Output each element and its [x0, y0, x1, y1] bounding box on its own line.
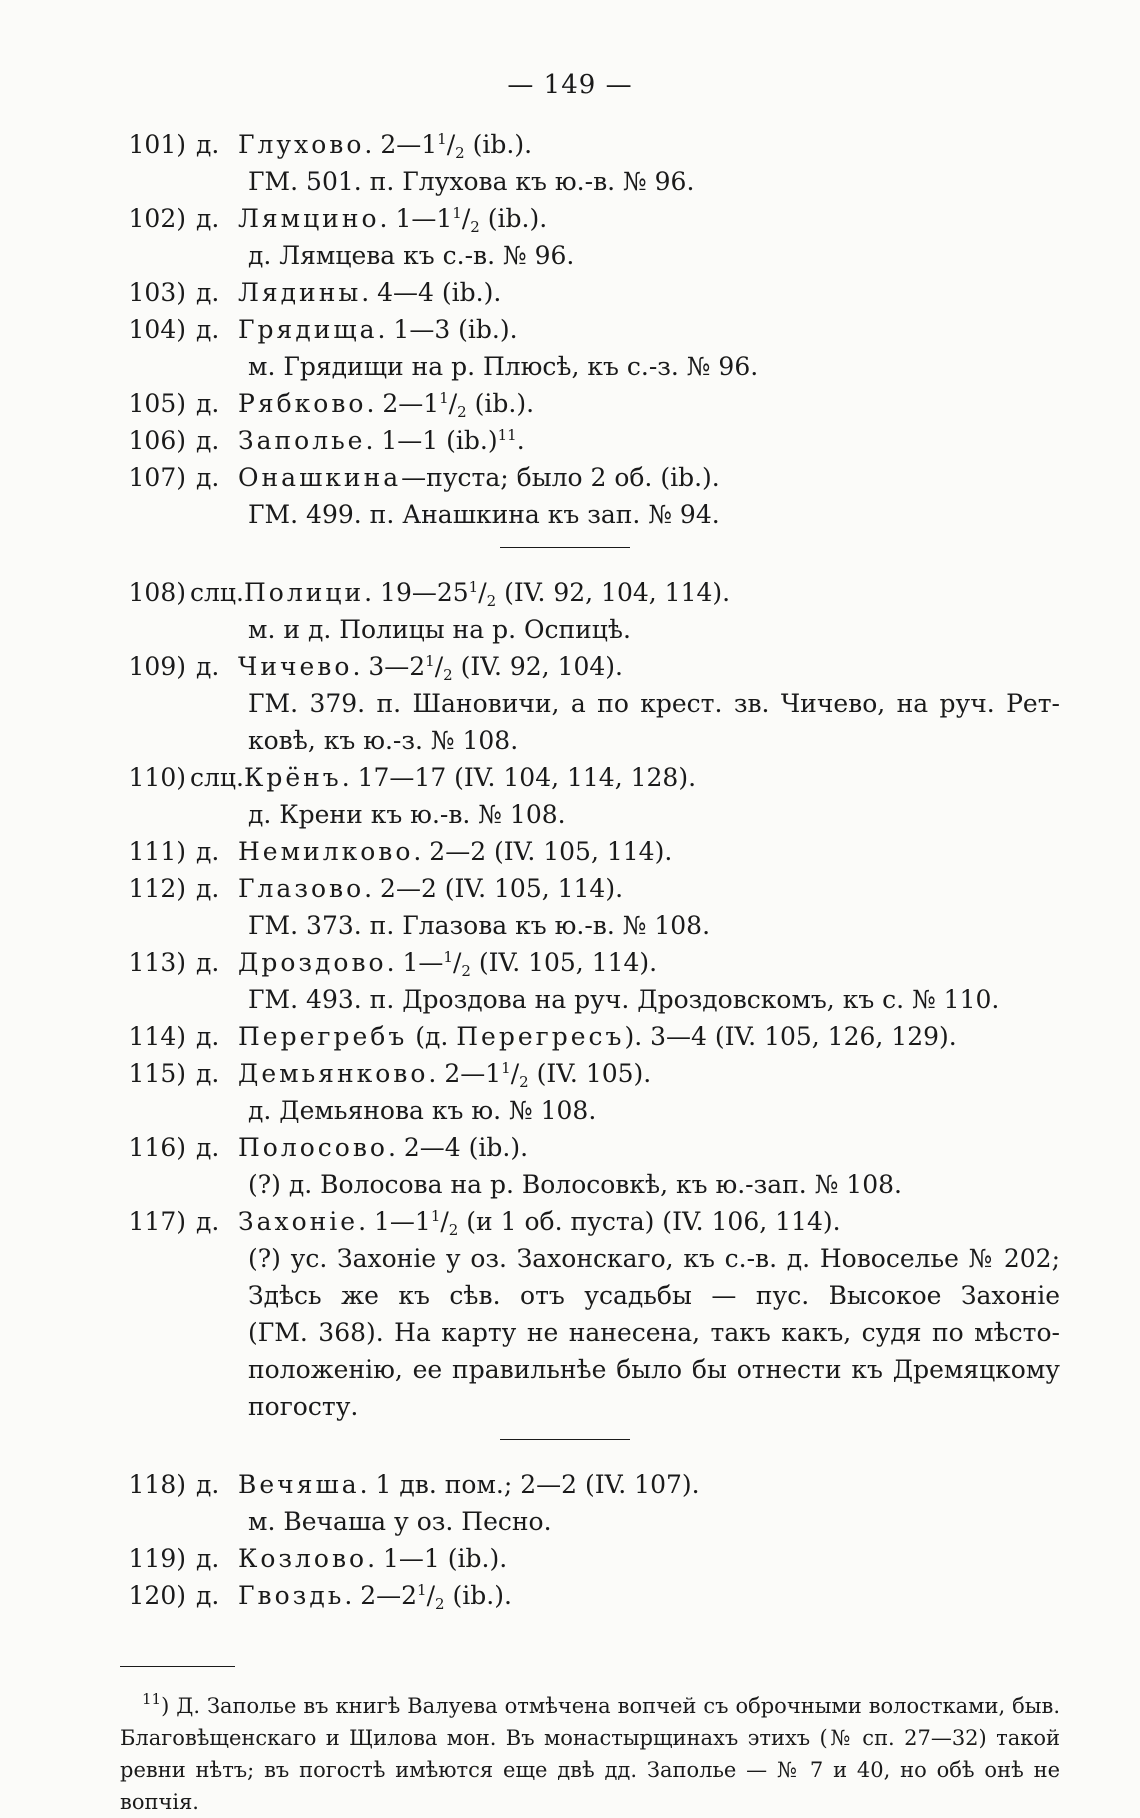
fraction-numerator: 1	[430, 1207, 441, 1225]
entry-data: (д.	[407, 1022, 457, 1051]
entry-data: . 2—4 (ib.).	[387, 1133, 529, 1162]
entry-line	[120, 1055, 1060, 1092]
entry	[120, 1018, 1060, 1055]
entry-name: Дроздово	[238, 948, 387, 977]
entry-note: (?) ус. Захоніе у оз. Захонскаго, къ с.-в. д. Новоселье № 202;	[248, 1244, 1060, 1273]
entry-number: 103)	[128, 278, 186, 307]
entry	[120, 833, 1060, 870]
entry-kind: д.	[196, 463, 220, 492]
entry-note: м. Вечаша у оз. Песно.	[248, 1507, 552, 1536]
entry-title	[244, 763, 696, 792]
fraction-slash: /	[448, 389, 458, 418]
entry-title	[238, 278, 501, 307]
entry-number: 101)	[128, 130, 186, 159]
entry-name: Заполье	[238, 426, 366, 455]
entry-title	[238, 1581, 512, 1613]
entry-number: 106)	[128, 426, 186, 455]
entry-title	[244, 578, 731, 610]
entry-title	[238, 948, 658, 980]
entry-kind: д.	[196, 1133, 220, 1162]
entry-line	[120, 311, 1060, 348]
entry-title	[238, 652, 623, 684]
entry-kind: д.	[196, 948, 220, 977]
entry-kind: д.	[196, 389, 220, 418]
entry-number: 111)	[128, 837, 186, 866]
fraction-slash: /	[461, 204, 471, 233]
entry	[120, 1466, 1060, 1540]
entry-line	[120, 759, 1060, 796]
entry	[120, 422, 1060, 459]
entry-data: . 1—1 (ib.)	[365, 426, 498, 455]
entry-note: (?) д. Волосова на р. Волосовкѣ, къ ю.-зап. № 108.	[248, 1170, 902, 1199]
entry	[120, 1055, 1060, 1129]
entry-kind: д.	[196, 1470, 220, 1499]
entry	[120, 1540, 1060, 1577]
entry-data: . 19—25	[364, 578, 469, 607]
entry-name: Демьянково	[238, 1059, 429, 1088]
entry-number: 115)	[128, 1059, 186, 1088]
entry-data: . 17—17 (IV. 104, 114, 128).	[341, 763, 697, 792]
fraction-denominator: 2	[486, 592, 497, 610]
fraction-slash: /	[510, 1059, 520, 1088]
footnote-line: вопчія.	[120, 1790, 199, 1814]
entry-number: 107)	[128, 463, 186, 492]
entry-note: д. Лямцева къ с.-в. № 96.	[248, 241, 575, 270]
entry-note: погосту.	[248, 1392, 359, 1421]
entry-tail: (и 1 об. пуста) (IV. 106, 114).	[458, 1207, 841, 1236]
entry	[120, 648, 1060, 759]
fraction-slash: /	[478, 578, 487, 607]
entry-data: . 1—1	[358, 1207, 431, 1236]
entry	[120, 1129, 1060, 1203]
entry-data: . 2—2 (IV. 105, 114).	[413, 837, 673, 866]
entry-note: ГМ. 499. п. Анашкина къ зап. № 94.	[248, 500, 720, 529]
entry-list	[120, 126, 1060, 1614]
entry-kind: слц.	[190, 578, 244, 607]
entry-name: Лямцино	[238, 204, 380, 233]
entry-note: ГМ. 501. п. Глухова къ ю.-в. № 96.	[248, 167, 695, 196]
entry-title	[238, 426, 525, 455]
fraction-numerator: 1	[443, 948, 453, 966]
entry-line	[120, 385, 1060, 422]
entry	[120, 870, 1060, 944]
fraction	[439, 389, 467, 421]
entry-number: 109)	[128, 652, 186, 681]
entry	[120, 1577, 1060, 1614]
fraction	[425, 652, 453, 684]
entry-data: . 1—1 (ib.).	[367, 1544, 508, 1573]
entry	[120, 200, 1060, 274]
fraction-denominator: 2	[443, 666, 453, 684]
section-divider	[500, 547, 630, 548]
entry-title	[238, 463, 720, 492]
entry-data: . 2—1	[366, 389, 440, 418]
entry-title	[238, 874, 623, 903]
entry-line	[120, 274, 1060, 311]
entry-kind: д.	[196, 278, 220, 307]
entry-number: 113)	[128, 948, 186, 977]
entry-number: 110)	[128, 763, 186, 792]
entry-note: м. Грядищи на р. Плюсѣ, къ с.-з. № 96.	[248, 352, 759, 381]
entry	[120, 274, 1060, 311]
entry-tail: (IV. 92, 104).	[452, 652, 623, 681]
fraction-numerator: 1	[468, 578, 479, 596]
entry-line	[120, 1577, 1060, 1614]
entry-alt-name: Перегресъ	[456, 1022, 625, 1051]
entry-title	[238, 1133, 528, 1162]
entry-tail: (IV. 92, 104, 114).	[496, 578, 731, 607]
entry-title	[238, 1022, 957, 1051]
entry-tail: .	[516, 426, 525, 455]
fraction-numerator: 1	[425, 652, 435, 670]
entry-name: Чичево	[238, 652, 353, 681]
entry	[120, 944, 1060, 1018]
entry-line	[120, 1129, 1060, 1166]
entry-title	[238, 1207, 841, 1239]
fraction	[430, 1207, 459, 1239]
entry-kind: д.	[196, 426, 220, 455]
entry-name: Немилково	[238, 837, 414, 866]
entry-tail: (ib.).	[466, 389, 535, 418]
entry-title	[238, 389, 535, 421]
entry-name: Грядища	[238, 315, 378, 344]
entry-name: Крёнъ	[244, 763, 342, 792]
entry-kind: д.	[196, 130, 220, 159]
entry-name: Глухово	[238, 130, 365, 159]
entry-number: 108)	[128, 578, 186, 607]
entry-name: Захоніе	[238, 1207, 359, 1236]
entry-tail: (ib.).	[479, 204, 548, 233]
fraction-denominator: 2	[448, 1221, 459, 1239]
entry-name: Вечяша	[238, 1470, 360, 1499]
fraction	[417, 1581, 445, 1613]
footnote-line: Благовѣщенскаго и Щилова мон. Въ монастырщинахъ этихъ (№ сп. 27—32) такой	[120, 1726, 1060, 1750]
entry-line	[120, 833, 1060, 870]
entry-name: Глазово	[238, 874, 365, 903]
entry-line	[120, 126, 1060, 163]
entry	[120, 311, 1060, 385]
entry-data: . 2—1	[428, 1059, 502, 1088]
section-divider	[500, 1439, 630, 1440]
entry-title	[238, 1544, 507, 1573]
entry-title	[238, 837, 672, 866]
entry	[120, 574, 1060, 648]
fraction-slash: /	[426, 1581, 436, 1610]
entry-line	[120, 944, 1060, 981]
fraction-denominator: 2	[455, 144, 465, 162]
entry-note: д. Демьянова къ ю. № 108.	[248, 1096, 597, 1125]
entry-title	[238, 1059, 652, 1091]
entry-data: . 4—4 (ib.).	[361, 278, 502, 307]
entry-number: 102)	[128, 204, 186, 233]
footnote-divider	[120, 1666, 235, 1667]
fraction-slash: /	[434, 652, 444, 681]
entry-line	[120, 1203, 1060, 1240]
entry-tail: ). 3—4 (IV. 105, 126, 129).	[624, 1022, 957, 1051]
entry-note: Здѣсь же къ сѣв. отъ усадьбы — пус. Высокое Захоніе	[248, 1281, 1060, 1310]
entry-number: 112)	[128, 874, 186, 903]
entry-note: ГМ. 373. п. Глазова къ ю.-в. № 108.	[248, 911, 711, 940]
entry-title	[238, 1470, 700, 1499]
footnote	[120, 1690, 1060, 1818]
entry-line	[120, 200, 1060, 237]
entry-kind: слц.	[190, 763, 244, 792]
entry-number: 117)	[128, 1207, 186, 1236]
entry-note: м. и д. Полицы на р. Оспицѣ.	[248, 615, 631, 644]
entry-name: Гвоздь	[238, 1581, 345, 1610]
fraction-slash: /	[452, 948, 462, 977]
fraction	[437, 130, 465, 162]
entry-line	[120, 1466, 1060, 1503]
entry-line	[120, 459, 1060, 496]
entry-tail: (ib.).	[464, 130, 533, 159]
entry-data: . 2—1	[364, 130, 438, 159]
entry-name: Лядины	[238, 278, 362, 307]
entry-data: . 3—2	[352, 652, 426, 681]
entry-number: 116)	[128, 1133, 186, 1162]
entry-line	[120, 1018, 1060, 1055]
entry-line	[120, 870, 1060, 907]
entry-number: 118)	[128, 1470, 186, 1499]
entry-note: ГМ. 379. п. Шановичи, а по крест. зв. Чичево, на руч. Рет-	[248, 689, 1060, 718]
entry-line	[120, 1540, 1060, 1577]
entry-note: положенію, ее правильнѣе было бы отнести къ Дремяцкому	[248, 1355, 1060, 1384]
footnote-mark: 11	[142, 1690, 162, 1708]
entry-number: 114)	[128, 1022, 186, 1051]
entry-title	[238, 130, 533, 162]
entry-tail: (IV. 105).	[528, 1059, 652, 1088]
entry-data: . 1 дв. пом.; 2—2 (IV. 107).	[359, 1470, 700, 1499]
entry-data: . 1—	[386, 948, 444, 977]
entry-tail: (IV. 105, 114).	[470, 948, 658, 977]
entry-line	[120, 422, 1060, 459]
fraction-denominator: 2	[519, 1073, 529, 1091]
footnote-line: $^{11}$) Д. Заполье въ книгѣ Валуева отмѣчена вопчей съ оброчными волостками, быв.	[142, 1690, 1060, 1718]
fraction-numerator: 1	[452, 204, 462, 222]
entry-data: . 1—3 (ib.).	[377, 315, 518, 344]
fraction-numerator: 1	[439, 389, 449, 407]
entry-data: . 2—2	[344, 1581, 418, 1610]
entry-tail: (ib.).	[444, 1581, 512, 1610]
entry-name: Козлово	[238, 1544, 368, 1573]
entry-name: Онашкина	[238, 463, 402, 492]
fraction	[501, 1059, 529, 1091]
entry-note: д. Крени къ ю.-в. № 108.	[248, 800, 566, 829]
entry-kind: д.	[196, 652, 220, 681]
fraction-numerator: 1	[417, 1581, 427, 1599]
entry-data: —пуста; было 2 об. (ib.).	[401, 463, 720, 492]
fraction-denominator: 2	[457, 403, 467, 421]
entry-note: ГМ. 493. п. Дроздова на руч. Дроздовскомъ, къ с. № 110.	[248, 985, 1000, 1014]
entry-number: 105)	[128, 389, 186, 418]
fraction-slash: /	[440, 1207, 449, 1236]
entry-data: . 1—1	[379, 204, 453, 233]
entry-name: Рябково	[238, 389, 367, 418]
entry-kind: д.	[196, 1059, 220, 1088]
entry-name: Полици	[244, 578, 365, 607]
fraction	[452, 204, 480, 236]
entry-note: (ГМ. 368). На карту не нанесена, такъ какъ, судя по мѣсто-	[248, 1318, 1060, 1347]
entry	[120, 459, 1060, 533]
entry-kind: д.	[196, 1544, 220, 1573]
entry-title	[238, 204, 548, 236]
entry-name: Полосово	[238, 1133, 388, 1162]
fraction	[468, 578, 497, 610]
page-number: — 149 —	[507, 70, 633, 100]
entry-name: Перегребъ	[238, 1022, 408, 1051]
fraction-denominator: 2	[461, 962, 471, 980]
fraction-denominator: 2	[470, 218, 480, 236]
fraction-slash: /	[446, 130, 456, 159]
fraction-numerator: 1	[437, 130, 447, 148]
footnote-ref: 11	[497, 426, 517, 444]
fraction-numerator: 1	[501, 1059, 511, 1077]
entry-number: 104)	[128, 315, 186, 344]
entry	[120, 759, 1060, 833]
entry-kind: д.	[196, 1207, 220, 1236]
entry-line	[120, 648, 1060, 685]
entry	[120, 126, 1060, 200]
entry-note: ковѣ, къ ю.-з. № 108.	[248, 726, 519, 755]
footnote-line: ревни нѣтъ; въ погостѣ имѣются еще двѣ дд. Заполье — № 7 и 40, но обѣ онѣ не	[120, 1758, 1060, 1782]
entry-number: 119)	[128, 1544, 186, 1573]
entry-title	[238, 315, 518, 344]
entry	[120, 385, 1060, 422]
entry-kind: д.	[196, 315, 220, 344]
fraction	[443, 948, 471, 980]
entry-kind: д.	[196, 874, 220, 903]
entry-kind: д.	[196, 1022, 220, 1051]
entry-data: . 2—2 (IV. 105, 114).	[364, 874, 624, 903]
entry-number: 120)	[128, 1581, 186, 1610]
entry	[120, 1203, 1060, 1425]
entry-line	[120, 574, 1060, 611]
fraction-denominator: 2	[435, 1595, 445, 1613]
entry-kind: д.	[196, 837, 220, 866]
entry-kind: д.	[196, 204, 220, 233]
entry-kind: д.	[196, 1581, 220, 1610]
